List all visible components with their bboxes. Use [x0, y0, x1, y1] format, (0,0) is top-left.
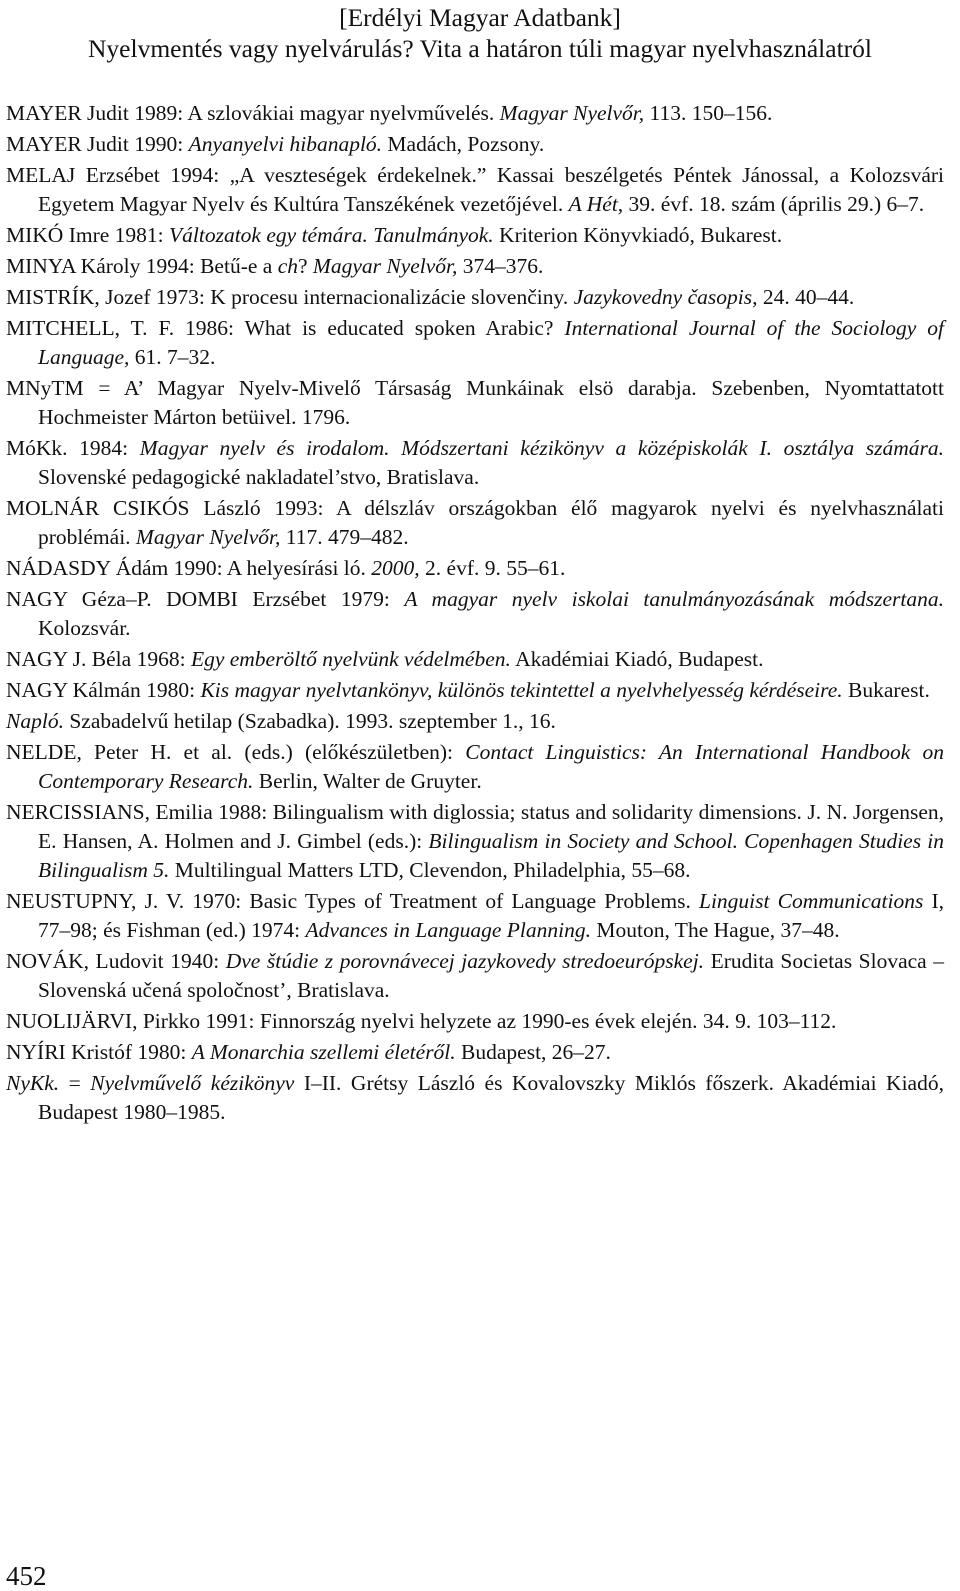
reference-entry: [6, 676, 944, 705]
reference-segment: 39. évf. 18. szám (április 29.) 6–7.: [623, 192, 925, 216]
reference-segment: NERCISSIANS, Emilia 1988: Bilingualism with diglossia; status and solidarity dimensions. J. N. Jorgensen, E. Hansen, A. Holmen and J. Gimbel (eds.):: [6, 800, 944, 853]
reference-segment: NAGY Kálmán 1980:: [6, 678, 201, 702]
reference-entry: [6, 707, 944, 736]
reference-italic-segment: A magyar nyelv iskolai tanulmányozásának módszertana.: [404, 587, 944, 611]
reference-italic-segment: Magyar Nyelvőr,: [312, 254, 458, 278]
reference-italic-segment: Dve štúdie z porovnávecej jazykovedy stredoeurópskej.: [225, 949, 705, 973]
page-header: [0, 2, 960, 64]
reference-segment: MISTRÍK, Jozef 1973: K procesu internacionalizácie slovenčiny.: [6, 285, 574, 309]
reference-entry: [6, 99, 944, 128]
reference-italic-segment: Kis magyar nyelvtankönyv, különös tekintettel a nyelvhelyesség kérdéseire.: [200, 678, 843, 702]
reference-entry: [6, 585, 944, 643]
reference-list: [6, 99, 944, 1129]
reference-italic-segment: Magyar nyelv és irodalom. Módszertani kézikönyv a középiskolák I. osztálya számára.: [139, 436, 944, 460]
reference-segment: Akadémiai Kiadó, Budapest.: [510, 647, 764, 671]
reference-entry: [6, 221, 944, 250]
reference-segment: NYÍRI Kristóf 1980:: [6, 1040, 192, 1064]
reference-segment: Szabadelvű hetilap (Szabadka). 1993. szeptember 1., 16.: [63, 709, 556, 733]
reference-italic-segment: Contact Linguistics: An International Handbook on Contemporary Research.: [38, 740, 944, 793]
reference-segment: Kriterion Könyvkiadó, Bukarest.: [493, 223, 783, 247]
reference-italic-segment: Magyar Nyelvőr,: [499, 101, 645, 125]
reference-italic-segment: Magyar Nyelvőr,: [135, 525, 281, 549]
reference-entry: [6, 314, 944, 372]
reference-segment: 61. 7–32.: [129, 345, 216, 369]
reference-italic-segment: 2000,: [371, 556, 420, 580]
reference-segment: MIKÓ Imre 1981:: [6, 223, 170, 247]
reference-segment: NÁDASDY Ádám 1990: A helyesírási ló.: [6, 556, 372, 580]
reference-segment: Kolozsvár.: [38, 616, 131, 640]
reference-entry: [6, 283, 944, 312]
reference-segment: Mouton, The Hague, 37–48.: [590, 918, 840, 942]
reference-segment: MINYA Károly 1994: Betű-e a: [6, 254, 278, 278]
reference-segment: NEUSTUPNY, J. V. 1970: Basic Types of Treatment of Language Problems.: [6, 889, 699, 913]
reference-entry: [6, 1069, 944, 1127]
source-label: [Erdélyi Magyar Adatbank]: [339, 3, 621, 32]
reference-entry: [6, 1038, 944, 1067]
reference-entry: [6, 374, 944, 432]
reference-segment: Erudita Societas Slovaca – Slovenská učená spoločnost’, Bratislava.: [38, 949, 944, 1002]
reference-entry: [6, 252, 944, 281]
reference-segment: MITCHELL, T. F. 1986: What is educated spoken Arabic?: [6, 316, 565, 340]
reference-entry: [6, 947, 944, 1005]
reference-segment: 117. 479–482.: [280, 525, 409, 549]
reference-entry: [6, 798, 944, 885]
reference-italic-segment: Jazykovedny časopis,: [573, 285, 758, 309]
reference-segment: 113. 150–156.: [644, 101, 773, 125]
reference-segment: MAYER Judit 1990:: [6, 132, 189, 156]
reference-entry: [6, 645, 944, 674]
reference-entry: [6, 130, 944, 159]
reference-segment: 2. évf. 9. 55–61.: [419, 556, 566, 580]
reference-segment: MELAJ Erzsébet 1994: „A veszteségek érdekelnek.” Kassai beszélgetés Péntek Jánossal, a Kolozsvári Egyetem Magyar Nyelv és Kultúra Tanszékének vezetőjével.: [6, 163, 944, 216]
reference-italic-segment: ch: [277, 254, 298, 278]
reference-entry: [6, 1007, 944, 1036]
reference-segment: MAYER Judit 1989: A szlovákiai magyar nyelvművelés.: [6, 101, 500, 125]
reference-entry: [6, 887, 944, 945]
reference-italic-segment: Bilingualism in Society and School. Copenhagen Studies in Bilingualism 5.: [38, 829, 944, 882]
reference-segment: ?: [298, 254, 313, 278]
reference-entry: [6, 738, 944, 796]
reference-segment: Multilingual Matters LTD, Clevendon, Philadelphia, 55–68.: [169, 858, 691, 882]
reference-entry: [6, 434, 944, 492]
reference-italic-segment: A Hét,: [568, 192, 624, 216]
reference-segment: Berlin, Walter de Gruyter.: [253, 769, 482, 793]
reference-entry: [6, 554, 944, 583]
reference-italic-segment: A Monarchia szellemi életéről.: [191, 1040, 456, 1064]
reference-segment: Budapest, 26–27.: [455, 1040, 611, 1064]
reference-segment: MNyTM = A’ Magyar Nyelv-Mivelő Társaság Munkáinak elsö darabja. Szebenben, Nyomtattatott Hochmeister Márton betüivel. 1796.: [6, 376, 944, 429]
page-number: 452: [6, 1561, 47, 1591]
reference-segment: 24. 40–44.: [757, 285, 855, 309]
reference-italic-segment: International Journal of the Sociology of Language,: [38, 316, 945, 369]
reference-italic-segment: Nyelvművelő kézikönyv: [90, 1071, 295, 1095]
reference-italic-segment: Napló.: [6, 709, 64, 733]
reference-entry: [6, 494, 944, 552]
reference-italic-segment: Változatok egy témára. Tanulmányok.: [169, 223, 494, 247]
reference-italic-segment: Egy emberöltő nyelvünk védelmében.: [190, 647, 511, 671]
reference-italic-segment: NyKk.: [6, 1071, 60, 1095]
reference-segment: NOVÁK, Ludovit 1940:: [6, 949, 226, 973]
reference-segment: NAGY J. Béla 1968:: [6, 647, 191, 671]
reference-segment: MóKk. 1984:: [6, 436, 140, 460]
reference-segment: Bukarest.: [842, 678, 930, 702]
reference-segment: I–II. Grétsy László és Kovalovszky Miklós főszerk. Akadémiai Kiadó, Budapest 1980–1985.: [38, 1071, 944, 1124]
reference-italic-segment: Anyanyelvi hibanapló.: [188, 132, 383, 156]
reference-segment: Slovenské pedagogické nakladatel’stvo, Bratislava.: [38, 465, 480, 489]
reference-segment: I, 77–98; és Fishman (ed.) 1974:: [38, 889, 944, 942]
reference-entry: [6, 161, 944, 219]
reference-segment: 374–376.: [457, 254, 544, 278]
reference-segment: NELDE, Peter H. et al. (eds.) (előkészületben):: [6, 740, 466, 764]
document-title: Nyelvmentés vagy nyelvárulás? Vita a határon túli magyar nyelvhasználatról: [88, 34, 872, 63]
reference-segment: NAGY Géza–P. DOMBI Erzsébet 1979:: [6, 587, 405, 611]
reference-segment: NUOLIJÄRVI, Pirkko 1991: Finnország nyelvi helyzete az 1990-es évek elején. 34. 9. 103–112.: [6, 1009, 837, 1033]
reference-italic-segment: Advances in Language Planning.: [305, 918, 591, 942]
reference-segment: MOLNÁR CSIKÓS László 1993: A délszláv országokban élő magyarok nyelvi és nyelvhasználati problémái.: [6, 496, 944, 549]
reference-segment: Madách, Pozsony.: [382, 132, 545, 156]
reference-italic-segment: Linguist Communications: [699, 889, 924, 913]
reference-segment: =: [59, 1071, 91, 1095]
